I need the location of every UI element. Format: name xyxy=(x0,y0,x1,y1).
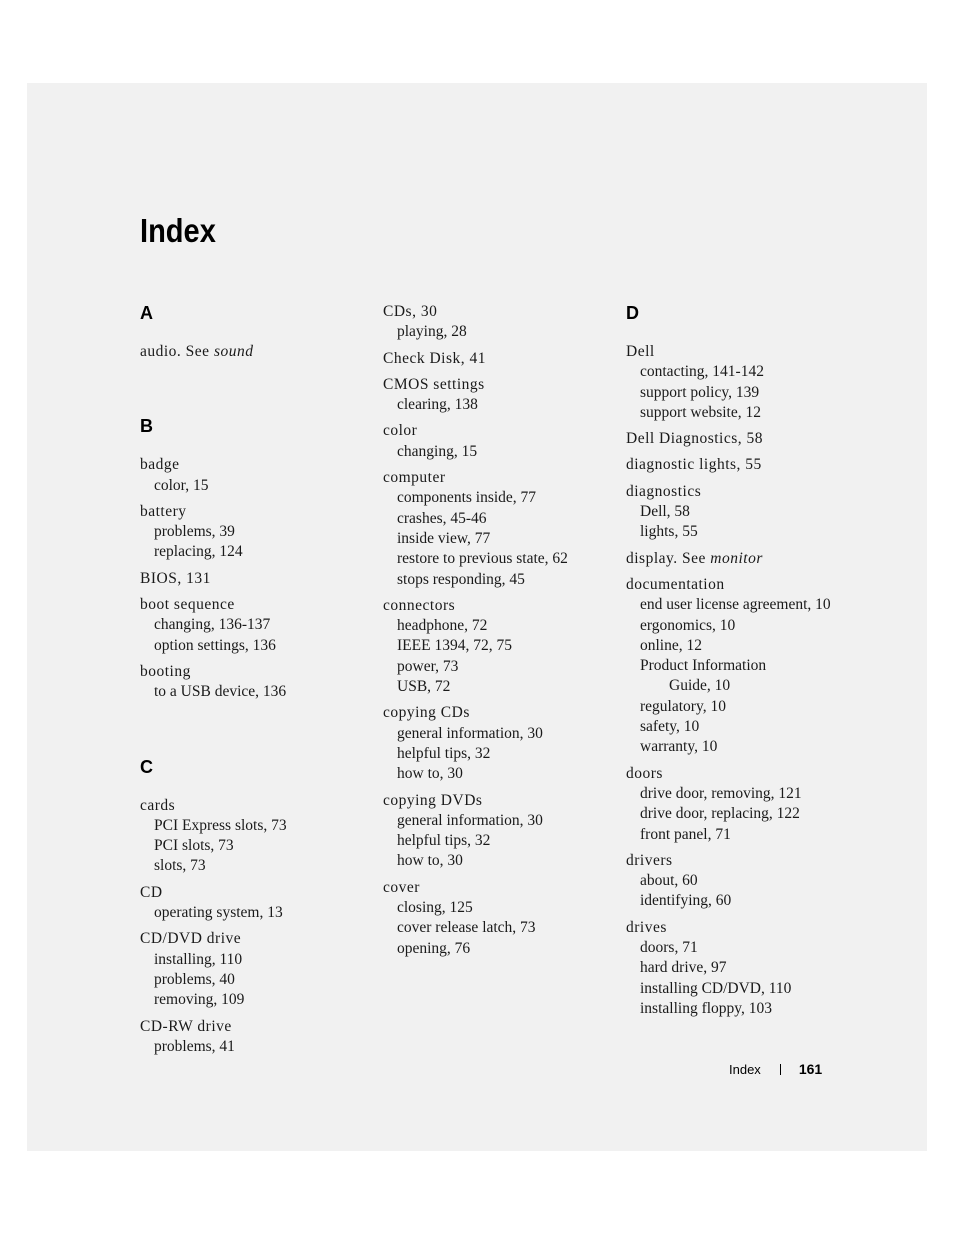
index-subterm: general information, 30 xyxy=(397,724,543,742)
index-term: battery xyxy=(140,502,187,520)
index-subterm-continued: Guide, 10 xyxy=(669,677,731,695)
index-term: cards xyxy=(140,796,176,814)
index-subterm: about, 60 xyxy=(640,872,698,890)
index-subterm: cover release latch, 73 xyxy=(397,919,536,937)
index-entry-cd-dvd-drive xyxy=(140,929,370,1010)
index-subterm: how to, 30 xyxy=(397,852,463,870)
index-subterm: changing, 15 xyxy=(397,442,478,460)
index-term: Dell Diagnostics, 58 xyxy=(626,430,763,448)
index-entry-computer xyxy=(383,468,618,590)
index-subterm: changing, 136-137 xyxy=(154,616,271,634)
index-subterm: option settings, 136 xyxy=(154,636,276,654)
index-term: diagnostics xyxy=(626,482,702,500)
index-subterm: helpful tips, 32 xyxy=(397,744,491,762)
index-term: drivers xyxy=(626,851,673,869)
index-subterm: playing, 28 xyxy=(397,323,467,341)
section-letter-c: C xyxy=(140,756,153,777)
index-subterm: ergonomics, 10 xyxy=(640,616,736,634)
index-entry-copying-dvds xyxy=(383,791,618,872)
index-subterm: online, 12 xyxy=(640,636,702,654)
index-term: boot sequence xyxy=(140,596,235,614)
index-term: doors xyxy=(626,764,663,782)
index-subterm: opening, 76 xyxy=(397,939,471,957)
index-column-3 xyxy=(626,302,886,1025)
index-term: drives xyxy=(626,918,667,936)
index-subterm: PCI slots, 73 xyxy=(154,837,234,855)
index-term: Check Disk, 41 xyxy=(383,349,487,367)
index-term: copying DVDs xyxy=(383,791,483,809)
index-entry-connectors xyxy=(383,596,618,697)
index-term: CD xyxy=(140,883,163,901)
index-subterm: hard drive, 97 xyxy=(640,959,727,977)
index-entry-diagnostic-lights xyxy=(626,455,886,475)
index-entry-drivers xyxy=(626,851,886,912)
index-subterm: front panel, 71 xyxy=(640,825,731,843)
index-term: CD/DVD drive xyxy=(140,930,242,948)
index-subterm: identifying, 60 xyxy=(640,892,732,910)
index-subterm: PCI Express slots, 73 xyxy=(154,816,287,834)
index-subterm: slots, 73 xyxy=(154,857,206,875)
index-subterm: IEEE 1394, 72, 75 xyxy=(397,637,512,655)
index-term: cover xyxy=(383,878,420,896)
page-number: 161 xyxy=(798,1061,823,1077)
index-term xyxy=(626,549,886,569)
index-subterm: drive door, removing, 121 xyxy=(640,784,802,802)
index-subterm: stops responding, 45 xyxy=(397,570,525,588)
index-subterm: installing CD/DVD, 110 xyxy=(640,979,792,997)
index-subterm: Dell, 58 xyxy=(640,503,690,521)
index-subterm: USB, 72 xyxy=(397,678,451,696)
index-subterm: regulatory, 10 xyxy=(640,697,726,715)
index-subterm: crashes, 45-46 xyxy=(397,509,487,527)
index-term-text: display. See xyxy=(626,549,711,567)
index-subterm: installing floppy, 103 xyxy=(640,999,773,1017)
index-entry-cd-rw-drive xyxy=(140,1017,370,1058)
index-column-2 xyxy=(383,302,618,965)
index-subterm: problems, 40 xyxy=(154,970,235,988)
index-entry-drives xyxy=(626,918,886,1019)
index-entry-badge xyxy=(140,455,370,496)
index-entry-cmos xyxy=(383,375,618,416)
index-subterm: problems, 41 xyxy=(154,1037,235,1055)
footer-separator xyxy=(780,1064,781,1075)
index-entry-dell-diagnostics xyxy=(626,429,886,449)
index-subterm: warranty, 10 xyxy=(640,738,718,756)
section-letter-d: D xyxy=(626,303,639,323)
index-entry-cds xyxy=(383,302,618,343)
index-entry-check-disk xyxy=(383,349,618,369)
see-reference: sound xyxy=(213,343,254,360)
index-entry-battery xyxy=(140,502,370,563)
index-entry-cd xyxy=(140,883,370,924)
index-subterm: color, 15 xyxy=(154,476,209,494)
section-letter-a: A xyxy=(140,303,153,323)
index-term: BIOS, 131 xyxy=(140,569,211,587)
index-term xyxy=(140,342,370,362)
index-subterm: general information, 30 xyxy=(397,811,543,829)
index-subterm: end user license agreement, 10 xyxy=(640,596,831,614)
index-term: CDs, 30 xyxy=(383,303,438,320)
index-subterm: replacing, 124 xyxy=(154,543,243,561)
page-title: Index xyxy=(140,212,216,249)
index-entry-bios xyxy=(140,569,370,589)
index-term: CD-RW drive xyxy=(140,1017,232,1035)
page-footer xyxy=(729,1061,822,1077)
index-subterm: how to, 30 xyxy=(397,765,463,783)
section-letter-b: B xyxy=(140,416,153,437)
index-subterm: problems, 39 xyxy=(154,523,235,541)
index-term: Dell xyxy=(626,343,655,360)
index-subterm: safety, 10 xyxy=(640,718,700,736)
index-subterm: operating system, 13 xyxy=(154,904,283,922)
index-subterm: inside view, 77 xyxy=(397,529,491,547)
index-subterm: closing, 125 xyxy=(397,899,473,917)
index-subterm: headphone, 72 xyxy=(397,617,488,635)
index-subterm: clearing, 138 xyxy=(397,396,478,414)
index-subterm: power, 73 xyxy=(397,657,459,675)
index-subterm: support policy, 139 xyxy=(640,383,760,401)
index-subterm: restore to previous state, 62 xyxy=(397,550,568,568)
index-term: booting xyxy=(140,662,191,680)
index-entry-cover xyxy=(383,878,618,959)
index-term: diagnostic lights, 55 xyxy=(626,456,762,474)
index-subterm: removing, 109 xyxy=(154,991,245,1009)
index-entry-booting xyxy=(140,662,370,703)
index-subterm: support website, 12 xyxy=(640,403,761,421)
index-subterm: contacting, 141-142 xyxy=(640,363,764,381)
index-subterm: installing, 110 xyxy=(154,950,243,968)
index-term: color xyxy=(383,422,418,440)
index-column-1 xyxy=(140,302,370,1063)
index-entry-documentation xyxy=(626,575,886,758)
index-entry-color xyxy=(383,421,618,462)
index-entry-copying-cds xyxy=(383,703,618,784)
index-subterm: helpful tips, 32 xyxy=(397,832,491,850)
index-entry-dell xyxy=(626,342,886,423)
index-term: documentation xyxy=(626,575,725,593)
index-subterm: components inside, 77 xyxy=(397,489,537,507)
index-entry-audio xyxy=(140,342,370,362)
index-subterm: drive door, replacing, 122 xyxy=(640,805,800,823)
index-entry-boot-sequence xyxy=(140,595,370,656)
index-term: computer xyxy=(383,469,446,487)
index-entry-cards xyxy=(140,796,370,877)
see-reference: monitor xyxy=(710,549,763,567)
index-entry-doors xyxy=(626,764,886,845)
index-term: copying CDs xyxy=(383,704,470,722)
index-term: connectors xyxy=(383,596,456,614)
footer-section-label: Index xyxy=(729,1062,761,1077)
index-term: CMOS settings xyxy=(383,375,485,393)
index-subterm: lights, 55 xyxy=(640,523,698,541)
index-subterm: Product Information xyxy=(640,657,767,675)
index-entry-diagnostics xyxy=(626,482,886,543)
index-term-text: audio. See xyxy=(140,343,214,360)
index-term: badge xyxy=(140,456,180,474)
index-subterm: doors, 71 xyxy=(640,939,698,957)
index-entry-display xyxy=(626,549,886,569)
index-subterm: to a USB device, 136 xyxy=(154,683,287,701)
